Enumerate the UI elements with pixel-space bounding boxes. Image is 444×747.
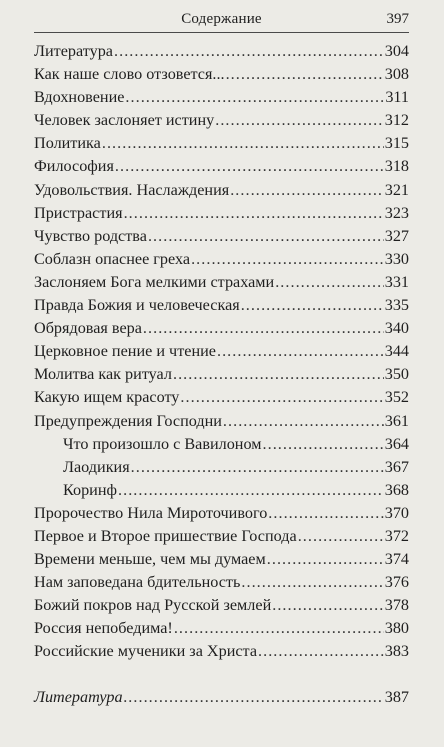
toc-entry <box>34 248 409 271</box>
toc-entry-page: 331 <box>384 272 409 291</box>
dot-leader <box>143 317 384 340</box>
dot-leader <box>223 410 384 433</box>
header-title: Содержание <box>181 11 262 27</box>
dot-leader <box>226 63 384 86</box>
dot-leader <box>131 456 384 479</box>
toc-entry-page: 376 <box>384 573 409 592</box>
toc-entry-page: 318 <box>384 157 409 176</box>
toc-entry-title: Предупреждения Господни <box>34 411 222 430</box>
toc-entry-title: Человек заслоняет истину <box>34 111 215 130</box>
toc-entry <box>34 40 409 63</box>
toc-entry <box>34 132 409 155</box>
dot-leader <box>230 179 384 202</box>
toc-entry-bibliography <box>34 686 409 709</box>
dot-leader <box>118 479 384 502</box>
toc-entry <box>34 594 409 617</box>
toc-entry <box>34 502 409 525</box>
toc-entry-page: 335 <box>384 296 409 315</box>
toc-entry-page: 387 <box>384 687 409 706</box>
dot-leader <box>125 86 384 109</box>
toc-entry-title: Какую ищем красоту <box>34 388 180 407</box>
toc-entry <box>34 179 409 202</box>
toc-subentry <box>34 479 409 502</box>
dot-leader <box>268 502 383 525</box>
toc-entry-title: Литература <box>34 42 113 60</box>
toc-entry-page: 330 <box>384 249 409 268</box>
toc-entry <box>34 548 409 571</box>
dot-leader <box>263 433 384 456</box>
toc-entry <box>34 225 409 248</box>
toc-entry-title: Что произошло с Вавилоном <box>63 434 262 453</box>
toc-entry-title: Соблазн опаснее греха <box>34 249 191 268</box>
dot-leader <box>272 594 383 617</box>
dot-leader <box>298 525 384 548</box>
toc-entry-title: Литература <box>34 687 123 706</box>
toc-entry-page: 372 <box>384 526 409 545</box>
dot-leader <box>124 686 384 709</box>
toc-entry <box>34 640 409 663</box>
toc-entry <box>34 63 409 86</box>
toc-entry-page: 323 <box>384 203 409 222</box>
toc-entry-title: Удовольствия. Наслаждения <box>34 180 230 199</box>
dot-leader <box>267 548 384 571</box>
toc-entry <box>34 525 409 548</box>
toc-entry-page: 321 <box>384 180 409 199</box>
table-of-contents <box>34 40 409 709</box>
toc-entry-page: 311 <box>385 88 409 107</box>
dot-leader <box>148 225 384 248</box>
dot-leader <box>258 640 384 663</box>
toc-entry-page: 304 <box>384 42 409 60</box>
toc-entry-page: 327 <box>384 226 409 245</box>
toc-entry-page: 312 <box>384 111 409 130</box>
toc-entry-page: 380 <box>384 619 409 638</box>
dot-leader <box>241 571 383 594</box>
toc-entry <box>34 86 409 109</box>
toc-entry <box>34 317 409 340</box>
toc-entry-page: 344 <box>384 342 409 361</box>
toc-entry <box>34 617 409 640</box>
dot-leader <box>180 386 383 409</box>
toc-entry-title: Политика <box>34 134 101 153</box>
dot-leader <box>124 202 384 225</box>
toc-entry-title: Первое и Второе пришествие Господа <box>34 526 297 545</box>
running-header <box>34 8 409 33</box>
toc-entry <box>34 340 409 363</box>
header-page-number: 397 <box>386 11 409 27</box>
toc-entry-page: 378 <box>384 596 409 615</box>
toc-entry <box>34 571 409 594</box>
toc-entry-page: 352 <box>384 388 409 407</box>
toc-subentry <box>34 456 409 479</box>
toc-entry-title: Пристрастия <box>34 203 123 222</box>
toc-entry-title: Заслоняем Бога мелкими страхами <box>34 272 275 291</box>
dot-leader <box>115 155 384 178</box>
toc-entry-title: Церковное пение и чтение <box>34 342 216 361</box>
toc-entry-title: Пророчество Нила Мироточивого <box>34 503 268 522</box>
dot-leader <box>191 248 384 271</box>
toc-entry <box>34 386 409 409</box>
toc-entry <box>34 109 409 132</box>
dot-leader <box>114 40 384 63</box>
dot-leader <box>173 363 384 386</box>
toc-entry-title: Правда Божия и человеческая <box>34 296 240 315</box>
toc-entry-title: Молитва как ритуал <box>34 365 172 384</box>
toc-entry-page: 367 <box>384 457 409 476</box>
toc-entry <box>34 410 409 433</box>
toc-entry <box>34 294 409 317</box>
toc-entry-title: Лаодикия <box>63 457 130 476</box>
toc-entry <box>34 363 409 386</box>
toc-entry-title: Россия непобедима! <box>34 619 173 638</box>
toc-entry-title: Божий покров над Русской землей <box>34 596 272 615</box>
toc-subentry <box>34 433 409 456</box>
toc-entry-page: 350 <box>384 365 409 384</box>
toc-entry-page: 315 <box>384 134 409 153</box>
dot-leader <box>241 294 384 317</box>
toc-entry-page: 340 <box>384 319 409 338</box>
toc-entry-page: 368 <box>384 480 409 499</box>
toc-entry-page: 374 <box>384 550 409 569</box>
toc-entry <box>34 271 409 294</box>
toc-entry <box>34 155 409 178</box>
toc-entry-title: Нам заповедана бдительность <box>34 573 241 592</box>
toc-entry-page: 383 <box>384 642 409 661</box>
dot-leader <box>102 132 384 155</box>
dot-leader <box>275 271 384 294</box>
toc-entry-title: Философия <box>34 157 114 176</box>
toc-entry-title: Обрядовая вера <box>34 319 142 338</box>
dot-leader <box>215 109 384 132</box>
toc-entry-page: 361 <box>384 411 409 430</box>
toc-entry-title: Чувство родства <box>34 226 147 245</box>
dot-leader <box>174 617 384 640</box>
dot-leader <box>217 340 384 363</box>
toc-entry-title: Коринф <box>63 480 117 499</box>
toc-entry-page: 370 <box>384 503 409 522</box>
toc-entry-title: Как наше слово отзовется... <box>34 65 225 84</box>
toc-entry-title: Российские мученики за Христа <box>34 642 258 661</box>
toc-entry-page: 364 <box>384 434 409 453</box>
toc-entry <box>34 202 409 225</box>
toc-entry-title: Времени меньше, чем мы думаем <box>34 550 266 569</box>
toc-entry-title: Вдохновение <box>34 88 125 107</box>
toc-entry-page: 308 <box>384 65 409 84</box>
